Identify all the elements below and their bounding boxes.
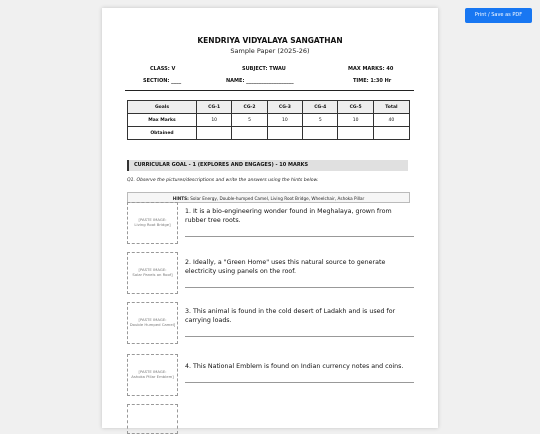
class-label: CLASS: V — [150, 66, 176, 72]
image-placeholder-label: [PASTE IMAGE: — [138, 317, 167, 323]
print-save-pdf-button[interactable]: Print / Save as PDF — [465, 8, 532, 23]
table-cell — [232, 127, 267, 140]
answer-line[interactable] — [185, 382, 414, 383]
name-field: NAME: ___________________ — [226, 78, 294, 84]
max-marks-label: MAX MARKS: 40 — [348, 66, 394, 72]
table-cell: 5 — [232, 114, 267, 127]
table-cell: 40 — [373, 114, 409, 127]
image-placeholder-name: Solar Panels on Roof] — [132, 272, 173, 277]
image-placeholder-label: [PASTE IMAGE: — [138, 369, 167, 375]
school-name: KENDRIYA VIDYALAYA SANGATHAN — [197, 36, 343, 45]
table-header-cell: Goals — [128, 101, 197, 114]
question-text: 3. This animal is found in the cold desert of Ladakh and is used for carrying loads. — [185, 308, 396, 324]
question-text: 1. It is a bio-engineering wonder found in Meghalaya, grown from rubber tree roots. — [185, 208, 392, 224]
table-cell: 10 — [338, 114, 373, 127]
table-header-cell: CG-2 — [232, 101, 267, 114]
section-field: SECTION: ____ — [143, 78, 182, 84]
table-cell — [267, 127, 302, 140]
image-placeholder — [127, 252, 178, 294]
section-heading: CURRICULAR GOAL - 1 (EXPLORES AND ENGAGES) - 10 MARKS — [127, 160, 408, 171]
table-header-cell: CG-5 — [338, 101, 373, 114]
paper-title: Sample Paper (2025-26) — [230, 47, 310, 55]
time-label: TIME: 1:30 Hr — [353, 78, 392, 84]
image-placeholder-name: Living Root Bridge] — [134, 222, 171, 227]
hints-label: HINTS: — [172, 196, 189, 201]
image-placeholder — [127, 302, 178, 344]
answer-line[interactable] — [185, 336, 414, 337]
answer-line[interactable] — [185, 236, 414, 237]
image-placeholder — [127, 354, 178, 396]
table-row-label: Max Marks — [128, 114, 197, 127]
table-cell — [373, 127, 409, 140]
question-text: 4. This National Emblem is found on Indian currency notes and coins. — [185, 363, 404, 370]
table-cell: 10 — [197, 114, 232, 127]
image-placeholder-label: [PASTE IMAGE: — [138, 267, 167, 273]
hints-text: Solar Energy, Double-humped Camel, Living Root Bridge, Wheelchair, Ashoka Pillar — [190, 196, 365, 201]
table-header-cell: Total — [373, 101, 409, 114]
image-placeholder — [127, 202, 178, 244]
image-placeholder-name: Double Humped Camel] — [129, 322, 176, 327]
question-instruction: Q1. Observe the pictures/descriptions and write the answers using the hints below. — [127, 178, 319, 183]
image-placeholder-label: [PASTE IMAGE: — [138, 217, 167, 223]
table-row-label: Obtained — [128, 127, 197, 140]
image-placeholder — [127, 404, 178, 434]
header-divider — [125, 90, 414, 91]
table-cell: 10 — [267, 114, 302, 127]
table-cell — [338, 127, 373, 140]
table-header-cell: CG-1 — [197, 101, 232, 114]
question-text: 2. Ideally, a "Green Home" uses this natural source to generate electricity using panels on the roof. — [185, 259, 386, 275]
table-row — [128, 114, 410, 127]
table-cell — [197, 127, 232, 140]
marks-table-header-row — [128, 101, 410, 114]
question-paper-page — [102, 8, 438, 428]
table-header-cell: CG-3 — [267, 101, 302, 114]
image-placeholder-name: Ashoka Pillar Emblem] — [131, 374, 174, 379]
answer-line[interactable] — [185, 287, 414, 288]
table-row — [128, 127, 410, 140]
table-cell — [303, 127, 338, 140]
marks-table — [127, 100, 410, 140]
subject-label: SUBJECT: TWAU — [242, 66, 286, 72]
table-cell: 5 — [303, 114, 338, 127]
table-header-cell: CG-4 — [303, 101, 338, 114]
